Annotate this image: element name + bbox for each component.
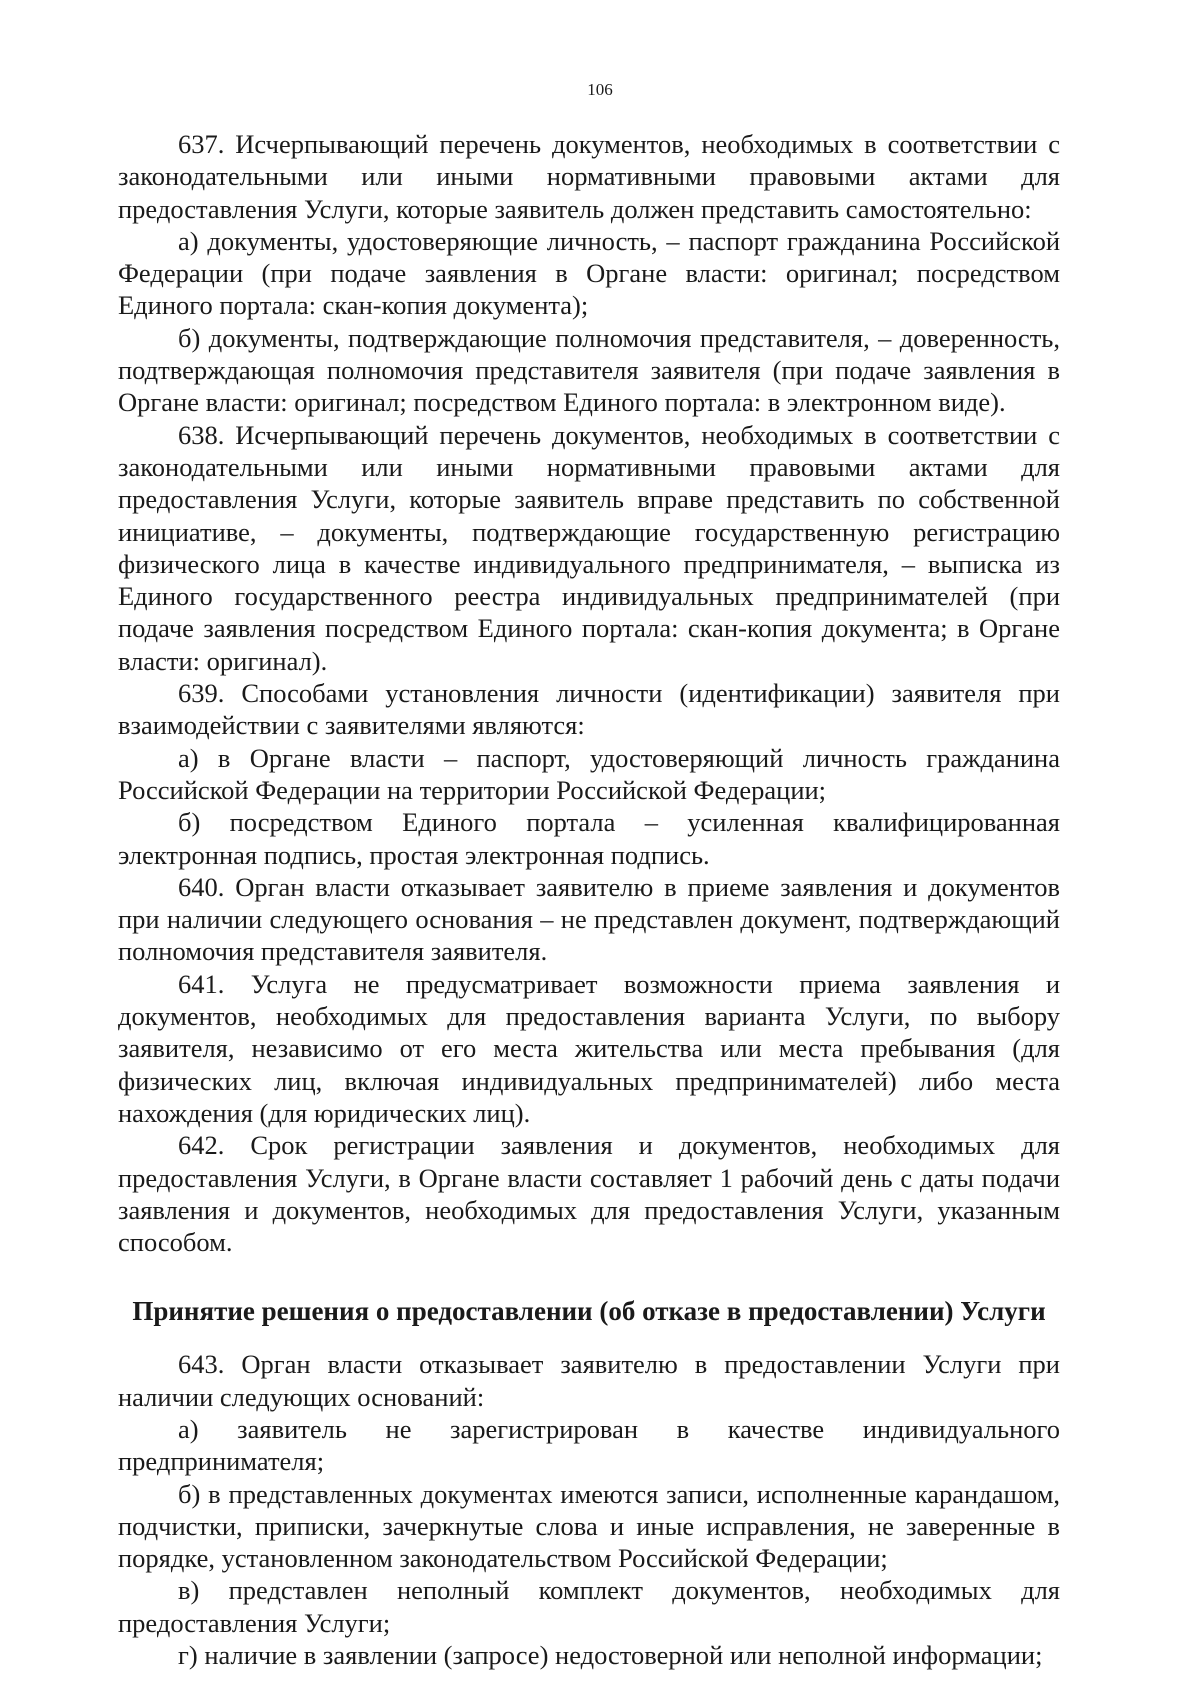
paragraph-643: 643. Орган власти отказывает заявителю в предоставлении Услуги при наличии следующих оснований:: [118, 1349, 1060, 1412]
paragraph-639: 639. Способами установления личности (идентификации) заявителя при взаимодействии с заявителями являются:: [118, 678, 1060, 741]
section-heading: Принятие решения о предоставлении (об отказе в предоставлении) Услуги: [132, 1296, 1046, 1327]
paragraph-637: 637. Исчерпывающий перечень документов, необходимых в соответствии с законодательными или иными нормативными правовыми актами для предоставления Услуги, которые заявитель должен представить самостоятельно:: [118, 129, 1060, 224]
paragraph-643-a: а) заявитель не зарегистрирован в качестве индивидуального предпринимателя;: [118, 1413, 1060, 1477]
paragraph-637-b: б) документы, подтверждающие полномочия представителя, – доверенность, подтверждающая полномочия представителя заявителя (при подаче заявления в Органе власти: оригинал; посредством Единого портала: в электронном виде).: [118, 322, 1060, 418]
page-number: 106: [587, 80, 613, 99]
paragraph-640: 640. Орган власти отказывает заявителю в приеме заявления и документов при наличии следующего основания – не представлен документ, подтверждающий полномочия представителя заявителя.: [118, 871, 1060, 967]
paragraph-643-b: б) в представленных документах имеются записи, исполненные карандашом, подчистки, приписки, зачеркнутые слова и иные исправления, не заверенные в порядке, установленном законодательством Российской Федерации;: [118, 1478, 1060, 1574]
document-body: [118, 128, 1060, 1671]
paragraph-643-v: в) представлен неполный комплект документов, необходимых для предоставления Услуги;: [118, 1575, 1060, 1638]
paragraph-637-a: а) документы, удостоверяющие личность, – паспорт гражданина Российской Федерации (при подаче заявления в Органе власти: оригинал; посредством Единого портала: скан-копия документа);: [118, 225, 1060, 321]
paragraph-638: 638. Исчерпывающий перечень документов, необходимых в соответствии с законодательными или иными нормативными правовыми актами для предоставления Услуги, которые заявитель вправе представить по собственной инициативе, – документы, подтверждающие государственную регистрацию физического лица в качестве индивидуального предпринимателя, – выписка из Единого государственного реестра индивидуальных предпринимателей (при подаче заявления посредством Единого портала: скан-копия документа; в Органе власти: оригинал).: [118, 419, 1060, 676]
paragraph-639-a: а) в Органе власти – паспорт, удостоверяющий личность гражданина Российской Федерации на территории Российской Федерации;: [118, 742, 1060, 805]
paragraph-641: 641. Услуга не предусматривает возможности приема заявления и документов, необходимых для предоставления варианта Услуги, по выбору заявителя, независимо от его места жительства или места пребывания (для физических лиц, включая индивидуальных предпринимателей) либо места нахождения (для юридических лиц).: [118, 968, 1060, 1128]
paragraph-643-g: г) наличие в заявлении (запросе) недостоверной или неполной информации;: [178, 1640, 1043, 1671]
paragraph-642: 642. Срок регистрации заявления и документов, необходимых для предоставления Услуги, в Органе власти составляет 1 рабочий день с даты подачи заявления и документов, необходимых для предоставления Услуги, указанным способом.: [118, 1130, 1060, 1258]
paragraph-639-b: б) посредством Единого портала – усиленная квалифицированная электронная подпись, простая электронная подпись.: [118, 807, 1060, 870]
